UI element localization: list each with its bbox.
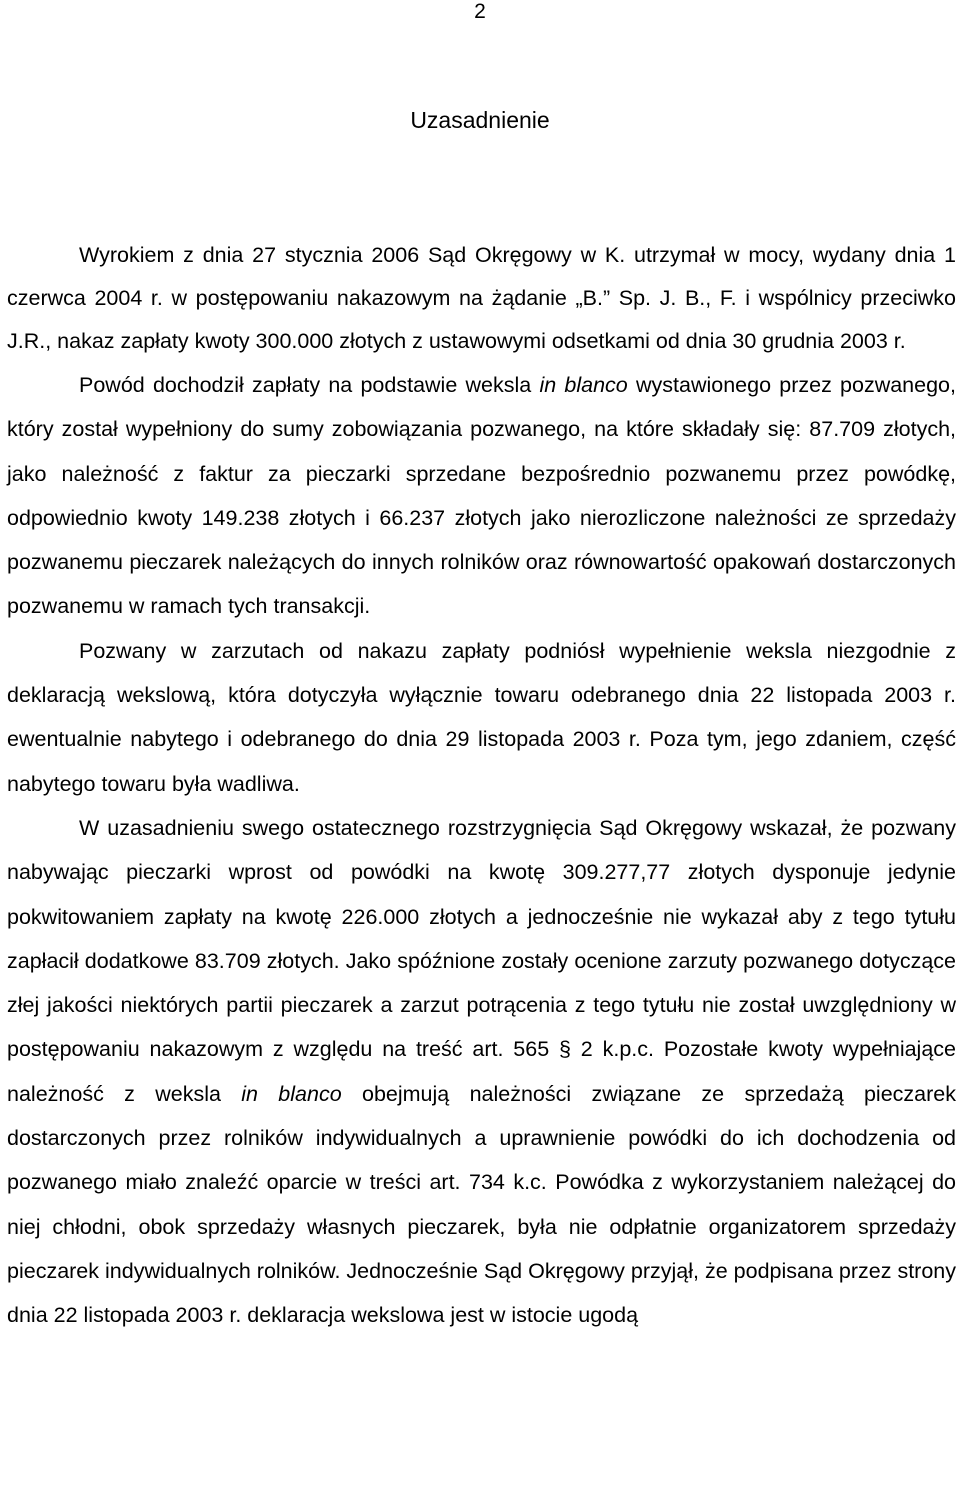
paragraph-2	[7, 363, 956, 629]
paragraph-2-italic: in blanco	[539, 373, 628, 397]
document-body	[7, 234, 956, 1338]
paragraph-3: Pozwany w zarzutach od nakazu zapłaty podniósł wypełnienie weksla niezgodnie z deklaracją wekslową, która dotyczyła wyłącznie towaru odebranego dnia 22 listopada 2003 r. ewentualnie nabytego i odebranego do dnia 29 listopada 2003 r. Poza tym, jego zdaniem, część nabytego towaru była wadliwa.	[7, 638, 956, 796]
paragraph-2-text-a: Powód dochodził zapłaty na podstawie weksla	[79, 373, 540, 397]
document-title: Uzasadnienie	[410, 107, 550, 133]
paragraph-4-italic: in blanco	[241, 1081, 342, 1106]
paragraph-1: Wyrokiem z dnia 27 stycznia 2006 Sąd Okręgowy w K. utrzymał w mocy, wydany dnia 1 czerwca 2004 r. w postępowaniu nakazowym na żądanie „B.” Sp. J. B., F. i wspólnicy przeciwko J.R., nakaz zapłaty kwoty 300.000 złotych z ustawowymi odsetkami od dnia 30 grudnia 2003 r.	[7, 243, 956, 353]
paragraph-4-text-b: obejmują należności związane ze sprzedażą pieczarek dostarczonych przez rolników indywidualnych a uprawnienie powódki do ich dochodzenia od pozwanego miało znaleźć oparcie w treści art. 734 k.c. Powódka z wykorzystaniem należącej do niej chłodni, obok sprzedaży własnych pieczarek, była nie odpłatnie organizatorem sprzedaży pieczarek indywidualnych rolników. Jednocześnie Sąd Okręgowy przyjął, że podpisana przez strony dnia 22 listopada 2003 r. deklaracja wekslowa jest w istocie ugodą	[7, 1081, 956, 1328]
paragraph-4	[7, 806, 956, 1338]
paragraph-4-text-a: W uzasadnieniu swego ostatecznego rozstrzygnięcia Sąd Okręgowy wskazał, że pozwany nabywając pieczarki wprost od powódki na kwotę 309.277,77 złotych dysponuje jedynie pokwitowaniem zapłaty na kwotę 226.000 złotych a jednocześnie nie wykazał aby z tego tytułu zapłacił dodatkowe 83.709 złotych. Jako spóźnione zostały ocenione zarzuty pozwanego dotyczące złej jakości niektórych partii pieczarek a zarzut potrącenia z tego tytułu nie został uwzględniony w postępowaniu nakazowym z względu na treść art. 565 § 2 k.p.c. Pozostałe kwoty wypełniające należność z weksla	[7, 815, 956, 1106]
page-number: 2	[474, 0, 486, 23]
paragraph-2-text-b: wystawionego przez pozwanego, który został wypełniony do sumy zobowiązania pozwanego, na które składały się: 87.709 złotych, jako należność z faktur za pieczarki sprzedane bezpośrednio pozwanemu przez powódkę, odpowiednio kwoty 149.238 złotych i 66.237 złotych jako nierozliczone należności ze sprzedaży pozwanemu pieczarek należących do innych rolników oraz równowartość opakowań dostarczonych pozwanemu w ramach tych transakcji.	[7, 373, 956, 619]
